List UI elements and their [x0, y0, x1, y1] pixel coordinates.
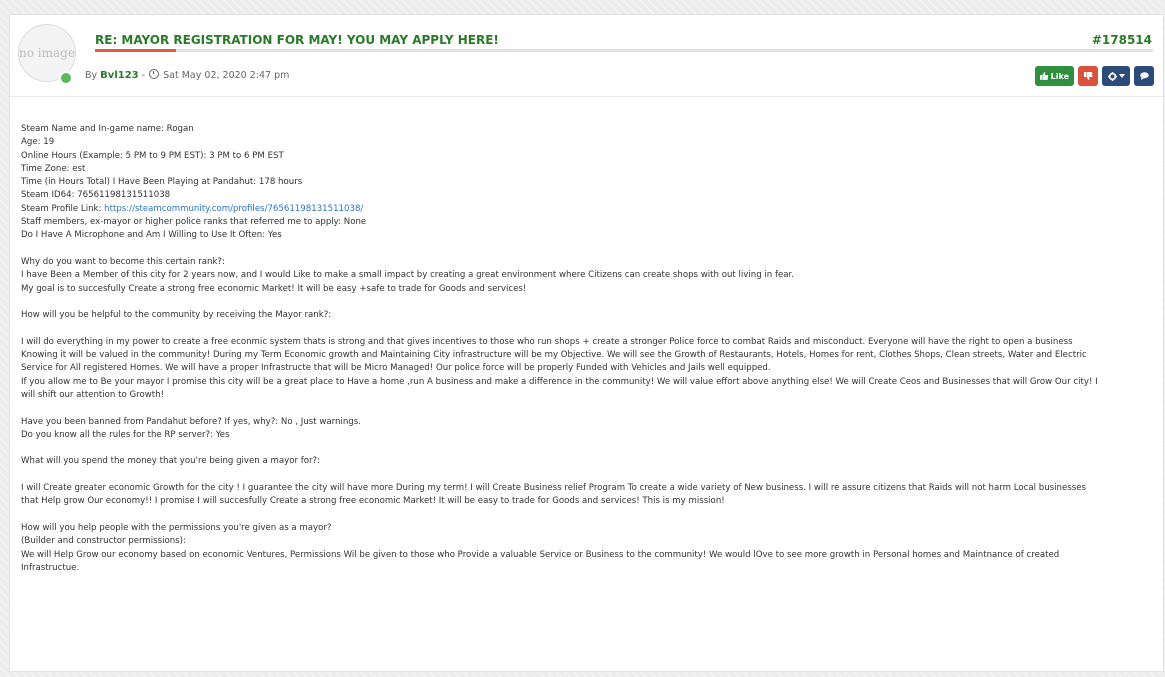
text-line: Infrastructue. — [21, 562, 80, 573]
post-actions — [1035, 66, 1154, 86]
text-line: Time (in Hours Total) I Have Been Playing at Pandahut: 178 hours — [21, 177, 303, 188]
post-header — [10, 15, 1163, 97]
text-line — [21, 203, 1161, 216]
title-underline — [95, 49, 1153, 52]
text-line: My goal is to succesfully Create a strong free economic Market! It will be easy +safe to trade for Goods and services! — [21, 283, 527, 294]
text-line: I will do everything in my power to create a free econmic system thats is strong and that gives incentives to those who run shops + create a stronger Police force to combat Raids and misconduct. Everyone will have the right to open a business — [21, 336, 1073, 347]
text-line: Do you know all the rules for the RP server?: Yes — [21, 429, 230, 440]
text-line: If you allow me to Be your mayor I promise this city will be a great place to Have a home ,run A business and make a difference in the community! We will value effort above anything else! We will Create Ceos and Businesses that will Grow Our city! I — [21, 376, 1098, 387]
spacer — [21, 296, 1161, 309]
online-status-indicator — [59, 71, 73, 85]
text-line: Service for All registered Homes. We will have a proper Infrastructe that will be Micro Managed! Our police force will be properly Funded with Vehicles and Jails well equipped. — [21, 363, 771, 374]
spacer — [21, 442, 1161, 455]
avatar[interactable]: no image — [18, 24, 76, 82]
text-line: Staff members, ex-mayor or higher police ranks that referred me to apply: None — [21, 217, 367, 228]
spacer — [21, 509, 1161, 522]
text-line: Steam ID64: 76561198131511038 — [21, 190, 171, 201]
post-date: Sat May 02, 2020 2:47 pm — [163, 70, 290, 81]
text-line: We will Help Grow our economy based on economic Ventures, Permissions Wil be given to those who Provide a valuable Service or Business to the community! We would lOve to see more growth in Personal homes and Maintnance of created — [21, 549, 1060, 560]
text-line: Steam Name and In-game name: Rogan — [21, 124, 194, 134]
like-button[interactable] — [1035, 66, 1074, 86]
text-line: (Builder and constructor permissions): — [21, 536, 186, 547]
text-line: Knowing it will be valued in the community! During my Term Economic growth and Maintaining City infrastructure will be my Objective. We will see the Growth of Restaurants, Hotels, Homes for rent, Clothes Shops, Clean streets, Water and Electric — [21, 350, 1087, 361]
spacer — [21, 469, 1161, 482]
caret-down-icon — [1119, 74, 1125, 79]
text-line: I have Been a Member of this city for 2 years now, and I would Like to make a small impact by creating a great environment where Citizens can create shops with out living in fear. — [21, 270, 795, 281]
text-line: I will Create greater economic Growth for the city ! I guarantee the city will have more During my term! I will Create Business relief Program To create a wide variety of New business. I will re assure citizens that Raids will not harm Local businesses — [21, 483, 1086, 494]
by-label: By — [85, 70, 98, 81]
title-underline-accent — [95, 49, 176, 52]
text-line: How will you help people with the permissions you're given as a mayor? — [21, 522, 332, 533]
spacer — [21, 402, 1161, 415]
text-line: What will you spend the money that you're being given a mayor for?: — [21, 456, 320, 467]
author-link[interactable]: Bvl123 — [100, 70, 139, 81]
text-line: How will you be helpful to the community by receiving the Mayor rank?: — [21, 310, 332, 321]
speech-bubble-icon — [1140, 72, 1149, 80]
post-content — [21, 123, 1161, 575]
text-line: Online Hours (Example: 5 PM to 9 PM EST): 3 PM to 6 PM EST — [21, 150, 284, 161]
dislike-button[interactable] — [1078, 66, 1098, 86]
steam-profile-link[interactable]: https://steamcommunity.com/profiles/76561198131511038/ — [104, 203, 364, 214]
post-number-link[interactable]: #178514 — [1091, 33, 1152, 47]
like-label: Like — [1050, 71, 1069, 81]
text-line: Time Zone: est — [21, 163, 86, 174]
text-line: Why do you want to become this certain rank?: — [21, 256, 225, 267]
text-line: Do I Have A Microphone and Am I Willing to Use It Often: Yes — [21, 230, 282, 241]
forum-post — [9, 14, 1164, 672]
post-byline — [85, 68, 289, 81]
quote-button[interactable] — [1134, 66, 1154, 86]
gear-icon — [1108, 72, 1117, 81]
text-line: will shift our attention to Growth! — [21, 389, 165, 400]
profile-link-label: Steam Profile Link: — [21, 203, 105, 214]
thumbs-up-icon — [1040, 72, 1049, 80]
spacer — [21, 322, 1161, 335]
post-title[interactable]: RE: MAYOR REGISTRATION FOR MAY! YOU MAY APPLY HERE! — [95, 33, 499, 47]
text-line: Have you been banned from Pandahut before? If yes, why?: No , Just warnings. — [21, 416, 361, 427]
byline-separator: - — [141, 70, 149, 81]
thumbs-down-icon — [1084, 72, 1093, 80]
clock-icon — [149, 69, 159, 79]
spacer — [21, 243, 1161, 256]
post-tools-button[interactable] — [1102, 66, 1130, 86]
text-line: Age: 19 — [21, 137, 55, 148]
text-line: that Help grow Our economy!! I promise I will succesfully Create a strong free economic Market! It will be easy to trade for Goods and services! This is my mission! — [21, 496, 725, 507]
